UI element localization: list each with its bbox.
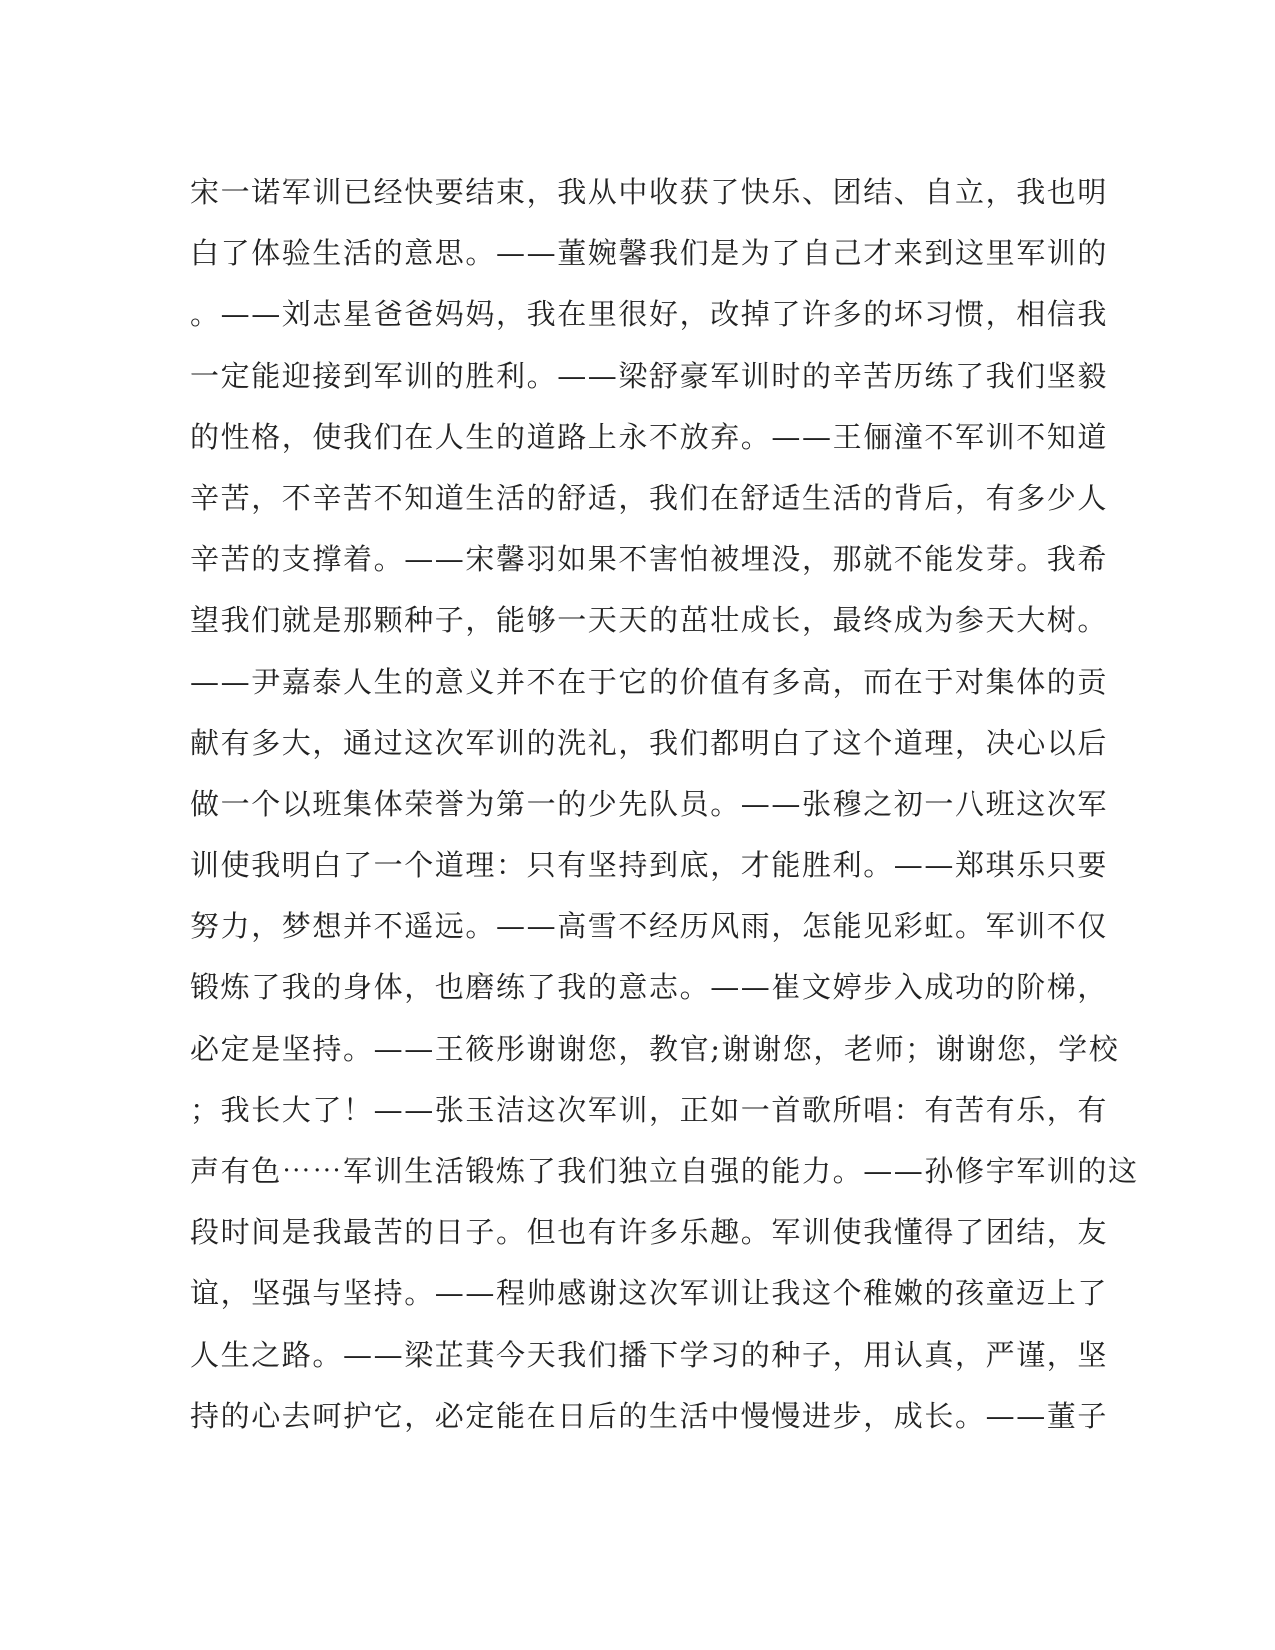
text-line: 宋一诺军训已经快要结束，我从中收获了快乐、团结、自立，我也明 <box>190 175 1109 209</box>
text-line: 训使我明白了一个道理：只有坚持到底，才能胜利。——郑琪乐只要 <box>190 848 1109 883</box>
text-line: 一定能迎接到军训的胜利。——梁舒豪军训时的辛苦历练了我们坚毅 <box>190 358 1109 393</box>
text-line: 。——刘志星爸爸妈妈，我在里很好，改掉了许多的坏习惯，相信我 <box>190 297 1109 332</box>
text-line: ；我长大了！——张玉洁这次军训，正如一首歌所唱：有苦有乐，有 <box>190 1092 1109 1127</box>
text-line: 声有色⋯⋯军训生活锻炼了我们独立自强的能力。——孙修宇军训的这 <box>190 1154 1139 1188</box>
text-line: 辛苦的支撑着。——宋馨羽如果不害怕被埋没，那就不能发芽。我希 <box>190 542 1109 577</box>
text-line: 人生之路。——梁芷萁今天我们播下学习的种子，用认真，严谨，坚 <box>190 1337 1109 1372</box>
text-line: 辛苦，不辛苦不知道生活的舒适，我们在舒适生活的背后，有多少人 <box>190 480 1109 515</box>
text-line: 必定是坚持。——王筱彤谢谢您，教官;谢谢您，老师；谢谢您，学校 <box>190 1031 1120 1066</box>
text-line: 谊，坚强与坚持。——程帅感谢这次军训让我这个稚嫩的孩童迈上了 <box>190 1276 1109 1311</box>
text-line: 努力，梦想并不遥远。——高雪不经历风雨，怎能见彩虹。军训不仅 <box>190 909 1109 944</box>
text-line: 白了体验生活的意思。——董婉馨我们是为了自己才来到这里军训的 <box>190 236 1109 271</box>
text-line: 献有多大，通过这次军训的洗礼，我们都明白了这个道理，决心以后 <box>190 725 1109 760</box>
text-line: 望我们就是那颗种子，能够一天天的茁壮成长，最终成为参天大树。 <box>190 603 1109 638</box>
text-line: 持的心去呵护它，必定能在日后的生活中慢慢进步，成长。——董子 <box>190 1398 1109 1433</box>
body-text <box>190 162 1139 1447</box>
text-line: 做一个以班集体荣誉为第一的少先队员。——张穆之初一八班这次军 <box>190 786 1109 821</box>
text-line: ——尹嘉泰人生的意义并不在于它的价值有多高，而在于对集体的贡 <box>190 664 1109 699</box>
text-line: 段时间是我最苦的日子。但也有许多乐趣。军训使我懂得了团结，友 <box>190 1215 1109 1250</box>
text-line: 的性格，使我们在人生的道路上永不放弃。——王俪潼不军训不知道 <box>190 419 1109 454</box>
text-line: 锻炼了我的身体，也磨练了我的意志。——崔文婷步入成功的阶梯， <box>190 970 1109 1005</box>
